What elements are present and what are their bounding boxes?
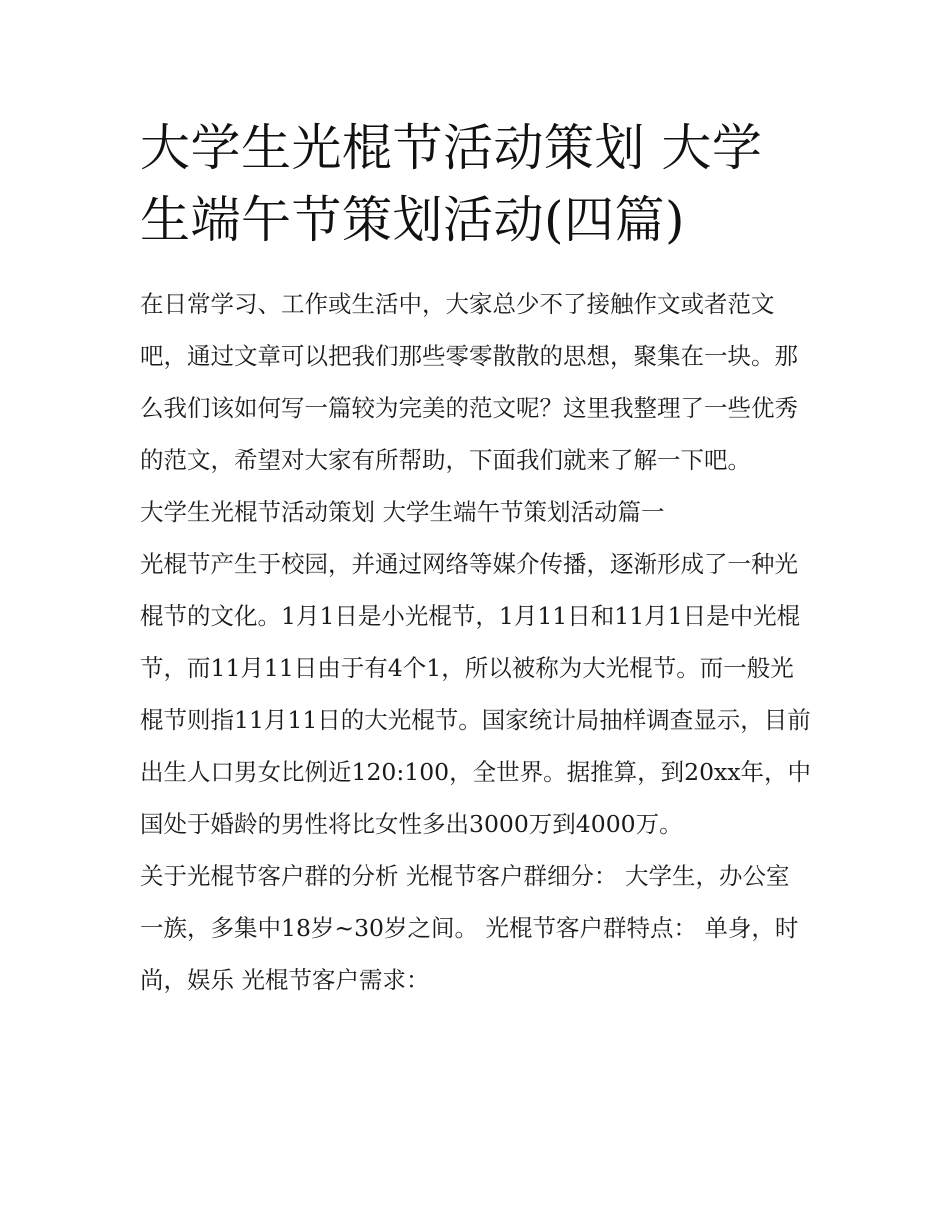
body-paragraph-1: 光棍节产生于校园，并通过网络等媒介传播，逐渐形成了一种光棍节的文化。1月1日是小光棍节，1月11日和11月1日是中光棍节，而11月11日由于有4个1，所以被称为大光棍节。而一般光棍节则指11月11日的大光棍节。国家统计局抽样调查显示，目前出生人口男女比例近120:100，全世界。据推算，到20xx年，中国处于婚龄的男性将比女性多出3000万到4000万。	[140, 550, 812, 838]
body-paragraph-2: 关于光棍节客户群的分析 光棍节客户群细分： 大学生，办公室一族，多集中18岁~30岁之间。 光棍节客户群特点： 单身，时尚，娱乐 光棍节客户需求：	[140, 862, 799, 994]
document-title: 大学生光棍节活动策划 大学生端午节策划活动(四篇)	[140, 119, 763, 249]
intro-paragraph: 在日常学习、工作或生活中，大家总少不了接触作文或者范文吧，通过文章可以把我们那些零零散散的思想，聚集在一块。那么我们该如何写一篇较为完美的范文呢？这里我整理了一些优秀的范文，希望对大家有所帮助，下面我们就来了解一下吧。	[140, 290, 798, 474]
section-heading: 大学生光棍节活动策划 大学生端午节策划活动篇一	[140, 498, 665, 526]
document-body	[140, 112, 812, 1006]
